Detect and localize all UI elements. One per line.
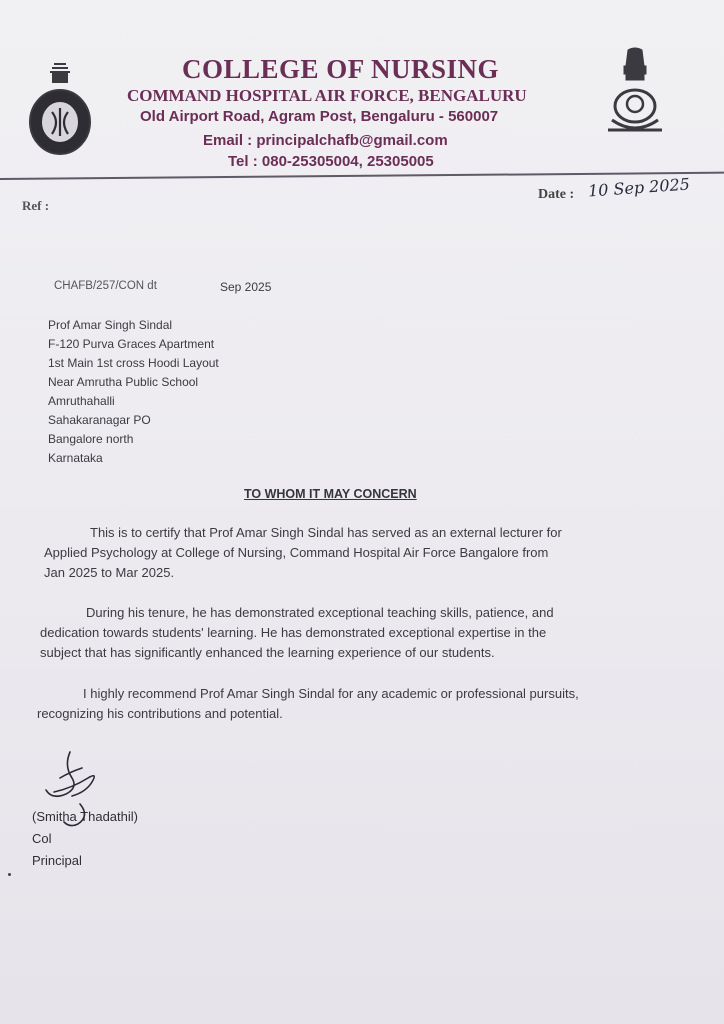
reference-date: Sep 2025 <box>220 280 272 294</box>
signatory-designation: Principal <box>32 853 82 868</box>
air-force-emblem-icon <box>22 60 98 160</box>
addressee-line: Karnataka <box>48 451 103 465</box>
addressee-line: 1st Main 1st cross Hoodi Layout <box>48 356 219 370</box>
paragraph-line: recognizing his contributions and potential. <box>37 706 283 721</box>
paragraph-line: subject that has significantly enhanced the learning experience of our students. <box>40 645 495 660</box>
paragraph-line: Applied Psychology at College of Nursing, Command Hospital Air Force Bangalore from <box>44 545 549 560</box>
body-paragraph-1 <box>44 523 562 583</box>
letter-subject: TO WHOM IT MAY CONCERN <box>244 487 417 501</box>
national-emblem-icon <box>600 46 670 142</box>
ref-label: Ref : <box>22 198 50 213</box>
college-telephone: Tel : 080-25305004, 25305005 <box>228 153 434 170</box>
addressee-block <box>48 316 219 468</box>
paragraph-line: During his tenure, he has demonstrated exceptional teaching skills, patience, and <box>86 605 554 620</box>
paragraph-line: dedication towards students' learning. He has demonstrated exceptional expertise in the <box>40 625 547 640</box>
college-email: Email : principalchafb@gmail.com <box>203 132 448 149</box>
paragraph-line: I highly recommend Prof Amar Singh Sindal for any academic or professional pursuits, <box>83 686 579 701</box>
addressee-line: F-120 Purva Graces Apartment <box>48 337 215 351</box>
handwritten-date: 10 Sep 2025 <box>587 174 691 201</box>
hospital-subtitle: COMMAND HOSPITAL AIR FORCE, BENGALURU <box>127 86 527 105</box>
signatory-block <box>32 806 138 872</box>
paragraph-line: Jan 2025 to Mar 2025. <box>44 565 175 580</box>
college-title: COLLEGE OF NURSING <box>182 54 500 84</box>
signatory-name: (Smitha Thadathil) <box>32 809 138 824</box>
addressee-line: Prof Amar Singh Sindal <box>48 318 173 332</box>
paragraph-line: This is to certify that Prof Amar Singh Sindal has served as an external lecturer for <box>90 525 562 540</box>
stray-mark <box>8 873 11 876</box>
addressee-line: Sahakaranagar PO <box>48 413 151 427</box>
date-label: Date : <box>538 187 575 202</box>
body-paragraph-3 <box>37 684 579 724</box>
addressee-line: Amruthahalli <box>48 394 115 408</box>
signatory-rank: Col <box>32 831 52 846</box>
reference-number: CHAFB/257/CON dt <box>54 280 157 292</box>
college-address: Old Airport Road, Agram Post, Bengaluru - 560007 <box>140 108 499 125</box>
body-paragraph-2 <box>40 603 554 663</box>
addressee-line: Near Amrutha Public School <box>48 375 199 389</box>
addressee-line: Bangalore north <box>48 432 134 446</box>
